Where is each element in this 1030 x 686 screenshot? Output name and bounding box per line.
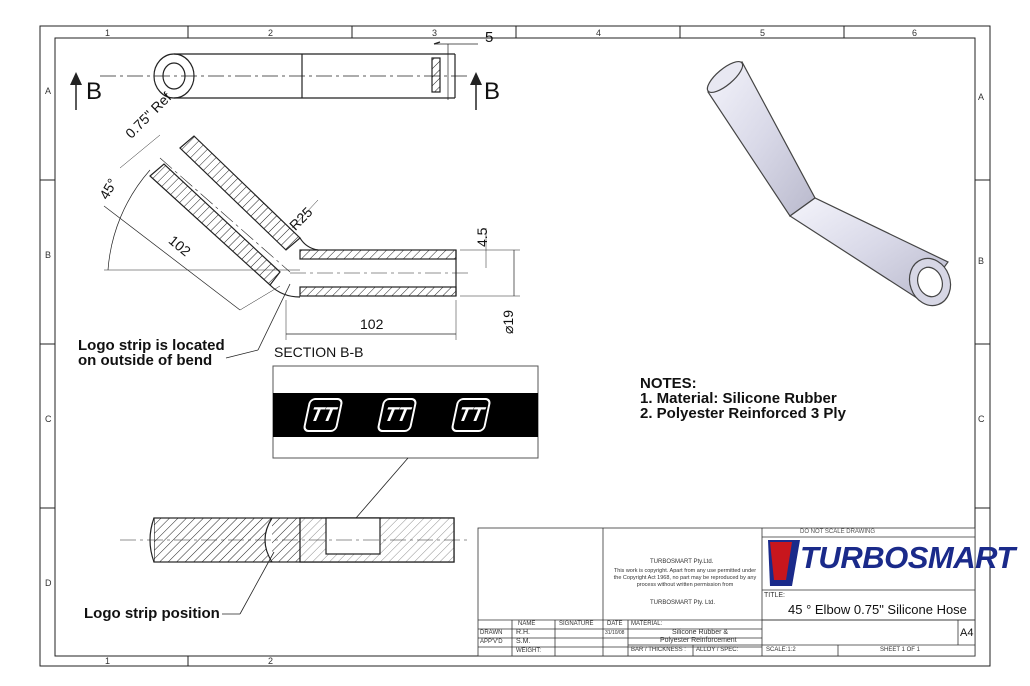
logo-strip-mark: TT — [450, 398, 491, 432]
alloy-spec-label: ALLOY / SPEC: — [696, 647, 739, 653]
callout-logo-bend-line1: Logo strip is located — [78, 337, 225, 354]
dim-radius: R25 — [286, 203, 316, 234]
dim-angle: 45° — [96, 175, 121, 202]
dim-ref: 0.75" Ref — [122, 89, 175, 142]
sheet-number: SHEET 1 OF 1 — [880, 647, 920, 653]
section-marker-left: B — [86, 78, 103, 105]
dim-diameter: ⌀19 — [500, 309, 516, 334]
drawn-name: R.H. — [516, 629, 530, 636]
section-arrow-right — [470, 72, 482, 110]
bar-thickness-label: BAR / THICKNESS : — [631, 647, 686, 653]
zone-left-c: C — [45, 414, 52, 424]
dim-len-angled: 102 — [165, 232, 194, 260]
zone-left-b: B — [45, 250, 52, 260]
zone-top-2: 2 — [268, 28, 274, 38]
drawn-label: DRAWN — [480, 630, 503, 636]
zone-bottom-1: 1 — [105, 656, 111, 666]
header-signature: SIGNATURE — [559, 621, 594, 627]
zone-top-4: 4 — [596, 28, 602, 38]
isometric-view — [703, 57, 957, 312]
zone-right-b: B — [978, 256, 985, 266]
callout-logo-bend-line2: on outside of bend — [78, 352, 213, 369]
header-name: NAME — [518, 621, 536, 627]
logo-strip-mark: TT — [376, 398, 417, 432]
notes-item-1: 1. Material: Silicone Rubber — [640, 390, 837, 407]
zone-top-1: 1 — [105, 28, 111, 38]
material-line1: Silicone Rubber & — [672, 629, 729, 636]
zone-left-a: A — [45, 86, 52, 96]
zone-right-c: C — [978, 414, 985, 424]
company-name-2: TURBOSMART Pty. Ltd. — [650, 600, 716, 606]
weight-label: WEIGHT: — [516, 648, 541, 654]
company-name: TURBOSMART Pty.Ltd. — [650, 559, 714, 565]
section-title: SECTION B-B — [274, 344, 364, 360]
dim-wall: 4.5 — [474, 227, 490, 247]
dim-top-width: 5 — [485, 29, 494, 46]
brand-name: TURBOSMART — [800, 540, 1015, 575]
appvd-name: S.M. — [516, 638, 531, 645]
material-line2: Polyester Reinforcement — [660, 637, 737, 644]
appvd-label: APP'V'D — [480, 639, 503, 645]
notes-heading: NOTES: — [640, 375, 697, 392]
bottom-view — [120, 518, 470, 614]
section-arrow-left — [70, 72, 82, 110]
notes-item-2: 2. Polyester Reinforced 3 Ply — [640, 405, 846, 422]
logo-strip-mark: TT — [302, 398, 343, 432]
top-view — [100, 42, 478, 100]
copyright-notice: This work is copyright. Apart from any use permitted under the Copyright Act 1968, no part may be reproduced by any process without written permission from — [613, 568, 757, 588]
section-marker-right: B — [484, 78, 501, 105]
zone-right-a: A — [978, 92, 985, 102]
material-label: MATERIAL: — [631, 621, 663, 627]
sheet-size: A4 — [960, 627, 974, 639]
zone-top-3: 3 — [432, 28, 438, 38]
zone-left-d: D — [45, 578, 52, 588]
callout-logo-position: Logo strip position — [84, 605, 220, 622]
dim-len-straight: 102 — [360, 316, 384, 332]
zone-bottom-2: 2 — [268, 656, 274, 666]
header-date: DATE — [607, 621, 623, 627]
scale-label: SCALE:1:2 — [766, 647, 796, 653]
dont-scale-note: DO NOT SCALE DRAWING — [800, 529, 876, 535]
drawing-title: 45 ° Elbow 0.75" Silicone Hose — [788, 602, 967, 617]
drawn-date: 31/10/08 — [605, 630, 625, 636]
detail-leader — [356, 458, 408, 518]
title-label: TITLE: — [764, 592, 786, 599]
zone-top-5: 5 — [760, 28, 766, 38]
section-view — [104, 135, 520, 358]
zone-top-6: 6 — [912, 28, 918, 38]
